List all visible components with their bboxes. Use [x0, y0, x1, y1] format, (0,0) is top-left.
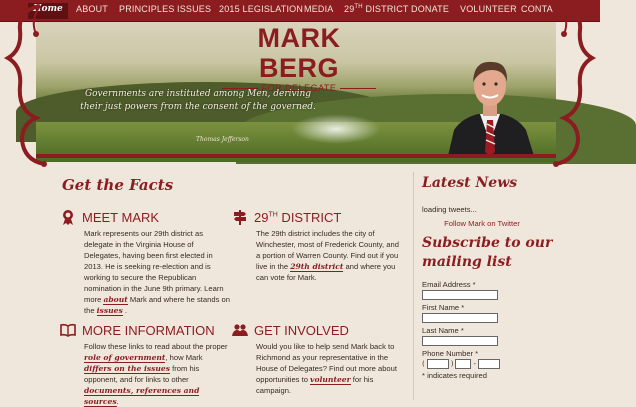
- more-info-text: [60, 341, 230, 407]
- phone-fields: [422, 359, 592, 369]
- site-title[interactable]: [214, 22, 384, 93]
- phone-prefix-field[interactable]: [455, 359, 471, 369]
- people-icon: [232, 322, 248, 338]
- nav-legislation[interactable]: 2015 LEGISLATION: [219, 4, 304, 14]
- last-name-label: Last Name *: [422, 326, 464, 335]
- main-nav: [0, 0, 600, 22]
- district-body: The 29th district includes the city of Winchester, most of Frederick County, and a portion of Warren County. Find out if you live in the: [256, 229, 399, 271]
- meet-mark-title: MEET MARK: [82, 209, 160, 225]
- open-book-icon: [60, 322, 76, 338]
- differs-on-issues-link[interactable]: differs on the issues: [84, 364, 171, 373]
- phone-paren-close: ): [450, 360, 454, 368]
- get-involved-text: [232, 341, 402, 396]
- more-info-body: .: [116, 397, 119, 406]
- meet-mark-heading: [60, 208, 230, 226]
- left-flourish-ornament: [0, 0, 48, 170]
- email-label: Email Address *: [422, 280, 476, 289]
- district-body: and where you can vote for Mark.: [256, 262, 396, 282]
- issues-link[interactable]: issues: [96, 306, 123, 315]
- subscribe-title-line: mailing list: [422, 254, 512, 270]
- district-title-sup: TH: [268, 211, 278, 219]
- nav-contact[interactable]: CONTA: [521, 4, 553, 14]
- quote-author: Thomas Jefferson: [196, 136, 249, 143]
- more-info-body: Follow these links to read about the proper: [84, 342, 228, 351]
- site-name: MARK BERG: [257, 23, 341, 83]
- documents-link[interactable]: documents, references and sources: [84, 386, 200, 406]
- sidebar-divider: [413, 172, 414, 400]
- signpost-icon: [232, 209, 248, 225]
- about-link[interactable]: about: [103, 295, 128, 304]
- meet-mark-text: [60, 228, 230, 316]
- subscribe-title-line: Subscribe to our: [422, 235, 553, 251]
- meet-mark-body: Mark represents our 29th district as delegate in the Virginia House of Delegates, having been first elected in 2013. He is seeking re-election and is working to secure the Republican nomination in the June 9th primary. Learn more: [84, 229, 224, 304]
- phone-label: Phone Number *: [422, 349, 479, 358]
- divider: [340, 88, 376, 89]
- phone-dash: -: [473, 360, 476, 368]
- nav-donate[interactable]: DONATE: [411, 4, 450, 14]
- district-link[interactable]: 29th district: [290, 262, 344, 271]
- nav-district[interactable]: [344, 4, 409, 14]
- more-info-heading: [60, 321, 230, 339]
- nav-district-num: 29: [344, 4, 355, 14]
- required-note: * indicates required: [422, 371, 488, 380]
- district-text: [232, 228, 402, 283]
- banner-border: [36, 154, 556, 158]
- meet-mark-block: [60, 208, 230, 316]
- district-block: [232, 208, 402, 283]
- nav-principles[interactable]: PRINCIPLES: [119, 4, 175, 14]
- first-name-field[interactable]: [422, 313, 498, 323]
- nav-district-sup: TH: [354, 4, 363, 10]
- nav-media[interactable]: MEDIA: [304, 4, 334, 14]
- phone-area-code-field[interactable]: [427, 359, 449, 369]
- nav-about[interactable]: ABOUT: [76, 4, 109, 14]
- district-title: [254, 210, 341, 225]
- volunteer-link[interactable]: volunteer: [310, 375, 351, 384]
- more-info-title: MORE INFORMATION: [82, 322, 215, 338]
- more-info-block: [60, 321, 230, 407]
- site-subtitle-text: FOR DELEGATE: [261, 83, 337, 93]
- tweets-loading-text: loading tweets...: [422, 205, 477, 214]
- district-heading: [232, 208, 402, 226]
- get-involved-title: GET INVOLVED: [254, 322, 349, 338]
- banner-sprinkler-spray: [291, 114, 381, 144]
- phone-line-field[interactable]: [478, 359, 500, 369]
- quote-line: Governments are instituted among Men, deriving: [84, 89, 312, 99]
- get-involved-body: for his campaign.: [256, 375, 374, 395]
- phone-paren-open: (: [422, 360, 425, 368]
- district-title-rest: DISTRICT: [277, 209, 342, 225]
- get-involved-body: Would you like to help send Mark back to Richmond as your representative in the House of Delegates? Find out more about opportunities to: [256, 342, 397, 384]
- last-name-field[interactable]: [422, 336, 498, 346]
- district-title-num: 29: [254, 209, 269, 225]
- award-ribbon-icon: [60, 209, 76, 225]
- follow-twitter-link[interactable]: Follow Mark on Twitter: [444, 219, 520, 228]
- role-of-government-link[interactable]: role of government: [84, 353, 166, 362]
- latest-news-title: Latest News: [422, 175, 518, 191]
- banner-quote: [78, 88, 318, 114]
- meet-mark-body: .: [122, 306, 127, 315]
- more-info-body: from his opponent, and for links to other: [84, 364, 200, 384]
- meet-mark-body: Mark and where he stands on the: [84, 295, 230, 315]
- nav-volunteer[interactable]: VOLUNTEER: [460, 4, 517, 14]
- first-name-label: First Name *: [422, 303, 465, 312]
- nav-issues[interactable]: ISSUES: [177, 4, 212, 14]
- section-title: Get the Facts: [62, 176, 174, 194]
- email-field[interactable]: [422, 290, 498, 300]
- nav-home-link[interactable]: Home: [28, 3, 68, 19]
- subscribe-title: [422, 234, 592, 272]
- quote-line: their just powers from the consent of the governed.: [80, 102, 316, 112]
- header-banner: [36, 22, 556, 156]
- get-involved-heading: [232, 321, 402, 339]
- get-involved-block: [232, 321, 402, 396]
- candidate-portrait: [440, 42, 540, 156]
- nav-district-suffix: DISTRICT: [362, 4, 409, 14]
- more-info-body: , how Mark: [165, 353, 203, 362]
- right-flourish-ornament: [552, 0, 600, 170]
- sidebar: [422, 174, 592, 380]
